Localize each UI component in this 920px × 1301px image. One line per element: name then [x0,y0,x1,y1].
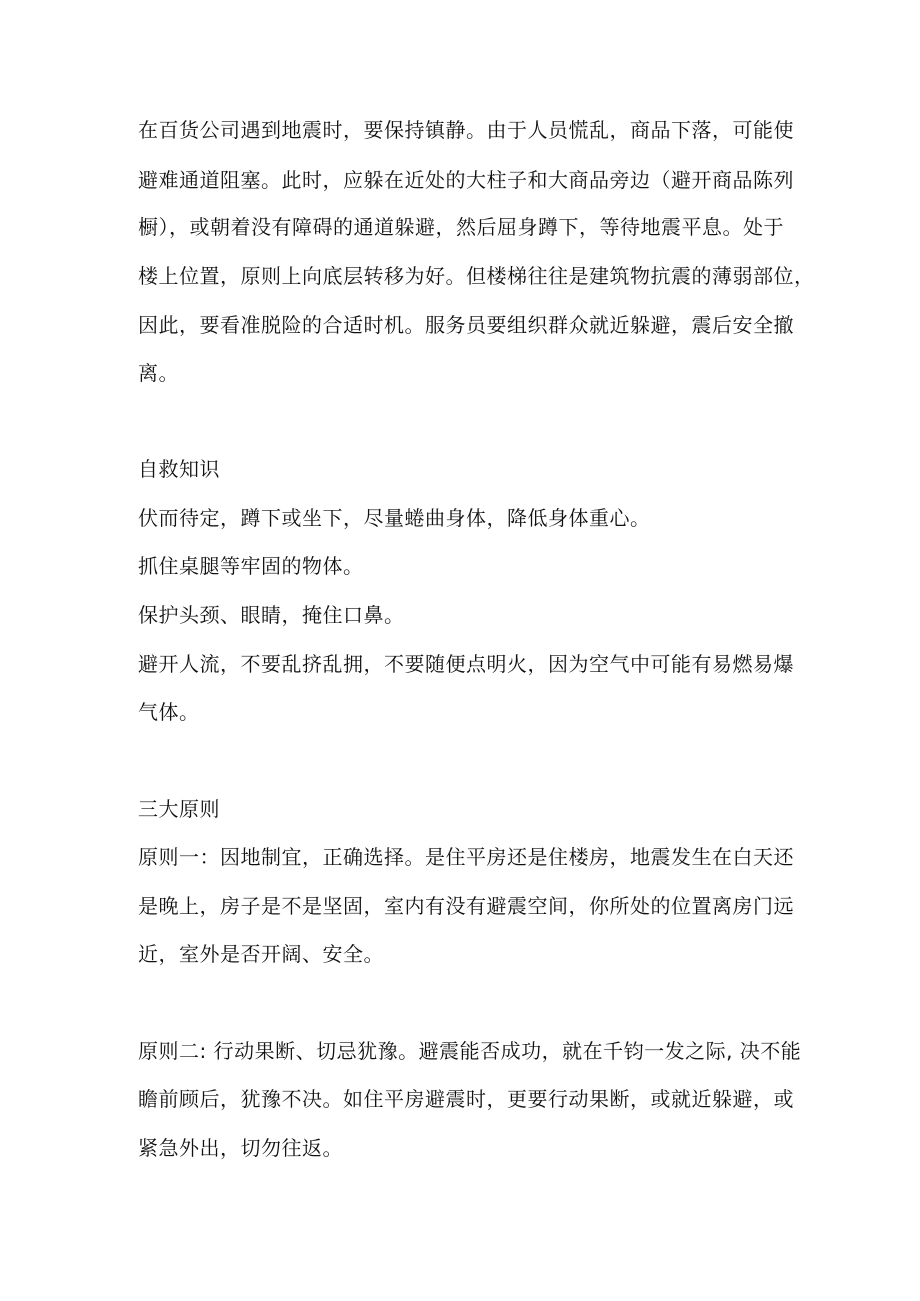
paragraph-line: 紧急外出，切勿往返。 [138,1136,343,1160]
list-item: 避开人流，不要乱挤乱拥，不要随便点明火，因为空气中可能有易燃易爆 [138,652,794,676]
list-item: 抓住桌腿等牢固的物体。 [138,554,364,578]
list-item: 伏而待定，蹲下或坐下，尽量蜷曲身体，降低身体重心。 [138,506,651,530]
paragraph-line: 瞻前顾后，犹豫不决。如住平房避震时，更要行动果断，或就近躲避，或 [138,1087,794,1111]
paragraph-line: 原则二: 行动果断、切忌犹豫。避震能否成功，就在千钧一发之际, 决不能 [138,1039,802,1063]
list-item: 气体。 [138,700,200,724]
paragraph-line: 因此，要看准脱险的合适时机。服务员要组织群众就近躲避，震后安全撤 [138,313,794,337]
paragraph-line: 橱），或朝着没有障碍的通道躲避，然后屈身蹲下，等待地震平息。处于 [138,215,784,239]
paragraph-line: 离。 [138,361,179,385]
paragraph-line: 避难通道阻塞。此时，应躲在近处的大柱子和大商品旁边（避开商品陈列 [138,168,794,192]
paragraph-line: 近，室外是否开阔、安全。 [138,942,384,966]
section-heading: 三大原则 [138,797,220,821]
paragraph-line: 楼上位置，原则上向底层转移为好。但楼梯往往是建筑物抗震的薄弱部位， [138,264,815,288]
paragraph-line: 是晚上，房子是不是坚固，室内有没有避震空间，你所处的位置离房门远 [138,894,794,918]
list-item: 保护头颈、眼睛，掩住口鼻。 [138,603,405,627]
paragraph-line: 在百货公司遇到地震时，要保持镇静。由于人员慌乱，商品下落，可能使 [138,118,794,142]
section-heading: 自救知识 [138,457,220,481]
paragraph-line: 原则一：因地制宜，正确选择。是住平房还是住楼房，地震发生在白天还 [138,845,794,869]
